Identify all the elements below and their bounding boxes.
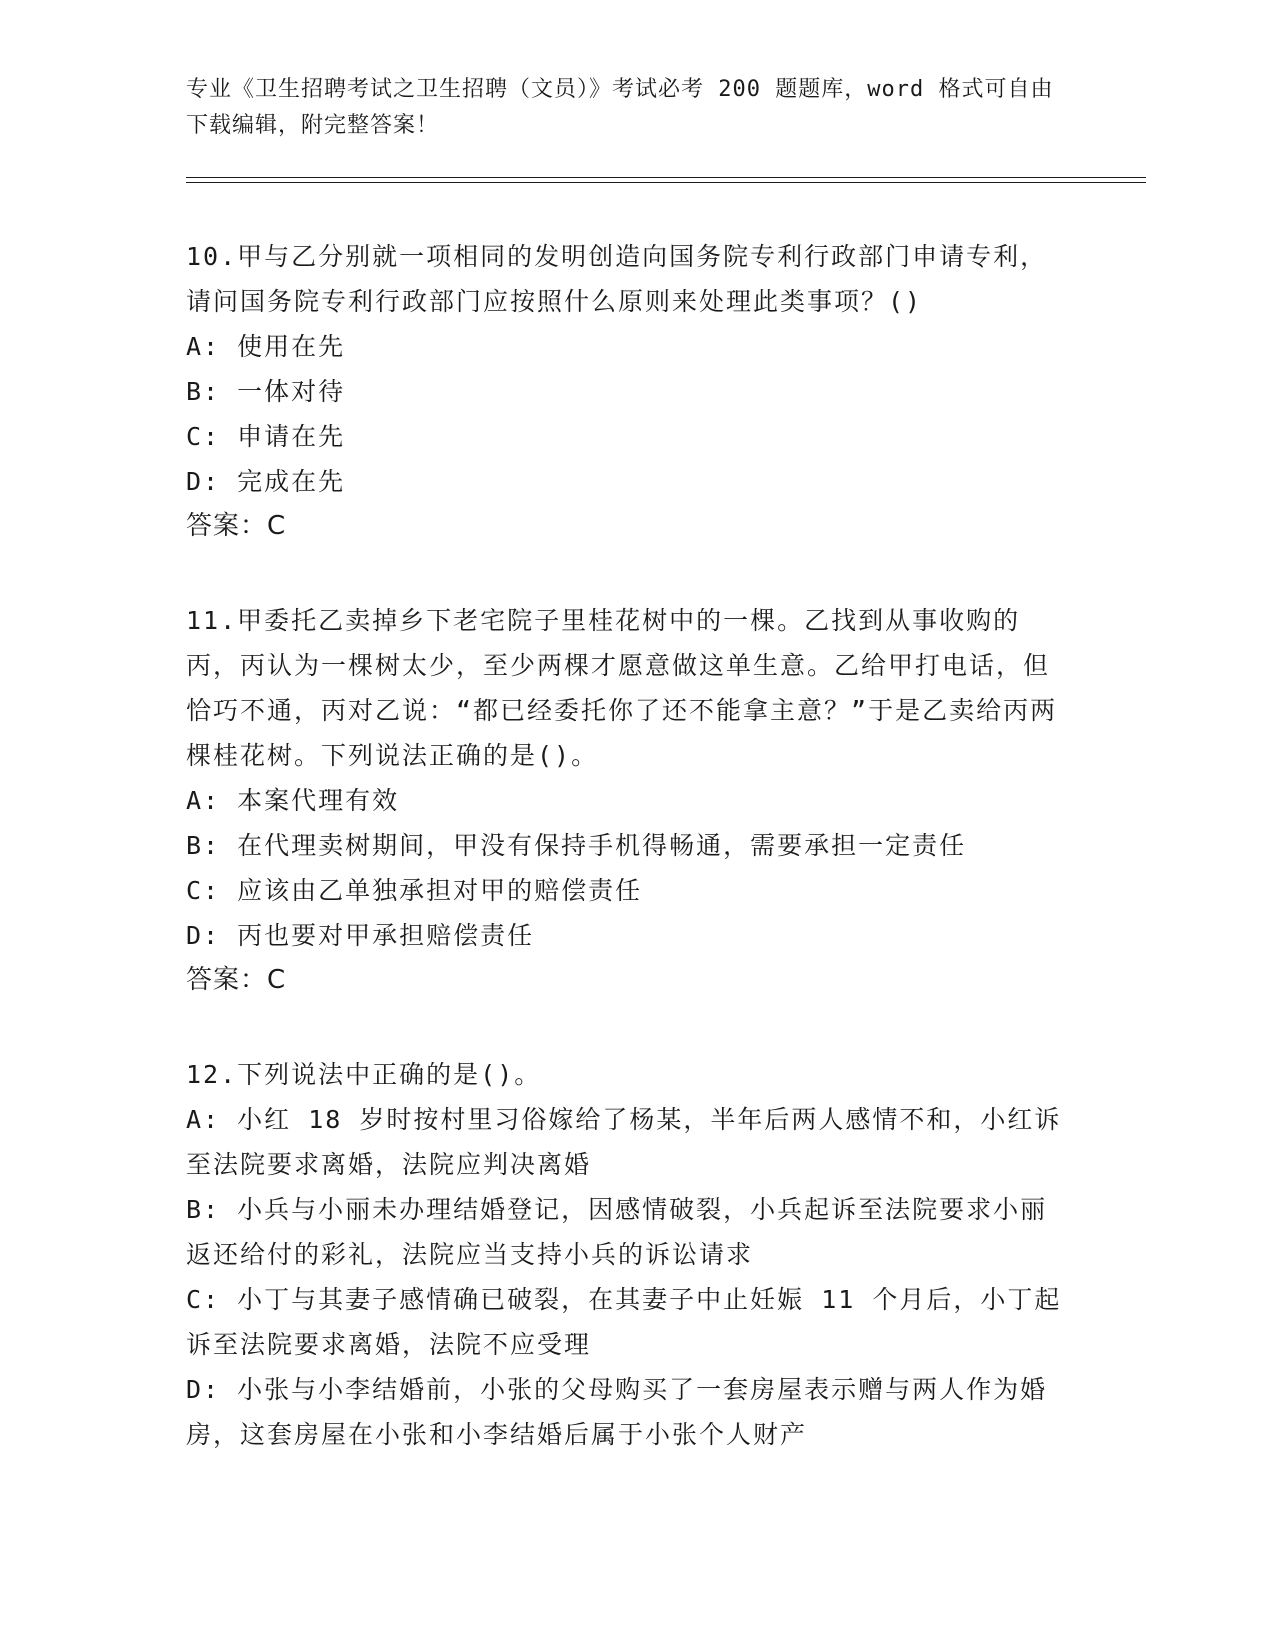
option-d: D: 丙也要对甲承担赔偿责任 bbox=[186, 921, 535, 950]
header-intro: 专业《卫生招聘考试之卫生招聘（文员）》考试必考 200 题题库，word 格式可自由下载编辑，附完整答案！ bbox=[186, 77, 1054, 138]
answer: 答案：C bbox=[186, 511, 287, 541]
option-a: A: 本案代理有效 bbox=[186, 786, 400, 815]
question-stem: 10.甲与乙分别就一项相同的发明创造向国务院专利行政部门申请专利，请问国务院专利行政部门应按照什么原则来处理此类事项？() bbox=[186, 242, 1048, 316]
question-10 bbox=[186, 234, 1066, 549]
option-d: D: 小张与小李结婚前，小张的父母购买了一套房屋表示赠与两人作为婚房，这套房屋在小张和小李结婚后属于小张个人财产 bbox=[186, 1375, 1048, 1449]
header-divider-bottom bbox=[186, 182, 1146, 183]
question-stem: 11.甲委托乙卖掉乡下老宅院子里桂花树中的一棵。乙找到从事收购的丙，丙认为一棵树太少，至少两棵才愿意做这单生意。乙给甲打电话，但恰巧不通，丙对乙说：“都已经委托你了还不能拿主意？”于是乙卖给丙两棵桂花树。下列说法正确的是()。 bbox=[186, 606, 1058, 770]
option-b: B: 小兵与小丽未办理结婚登记，因感情破裂，小兵起诉至法院要求小丽返还给付的彩礼，法院应当支持小兵的诉讼请求 bbox=[186, 1195, 1048, 1269]
answer: 答案：C bbox=[186, 965, 287, 995]
question-11 bbox=[186, 598, 1066, 1003]
option-a: A: 使用在先 bbox=[186, 332, 346, 361]
option-c: C: 应该由乙单独承担对甲的赔偿责任 bbox=[186, 876, 643, 905]
header-divider-top bbox=[186, 177, 1146, 178]
option-c: C: 小丁与其妻子感情确已破裂，在其妻子中止妊娠 11 个月后，小丁起诉至法院要求离婚，法院不应受理 bbox=[186, 1285, 1062, 1359]
option-d: D: 完成在先 bbox=[186, 467, 346, 496]
question-stem: 12.下列说法中正确的是()。 bbox=[186, 1060, 542, 1089]
question-12 bbox=[186, 1052, 1066, 1457]
option-c: C: 申请在先 bbox=[186, 422, 346, 451]
option-b: B: 在代理卖树期间，甲没有保持手机得畅通，需要承担一定责任 bbox=[186, 831, 967, 860]
option-b: B: 一体对待 bbox=[186, 377, 346, 406]
option-a: A: 小红 18 岁时按村里习俗嫁给了杨某，半年后两人感情不和，小红诉至法院要求离婚，法院应判决离婚 bbox=[186, 1105, 1062, 1179]
